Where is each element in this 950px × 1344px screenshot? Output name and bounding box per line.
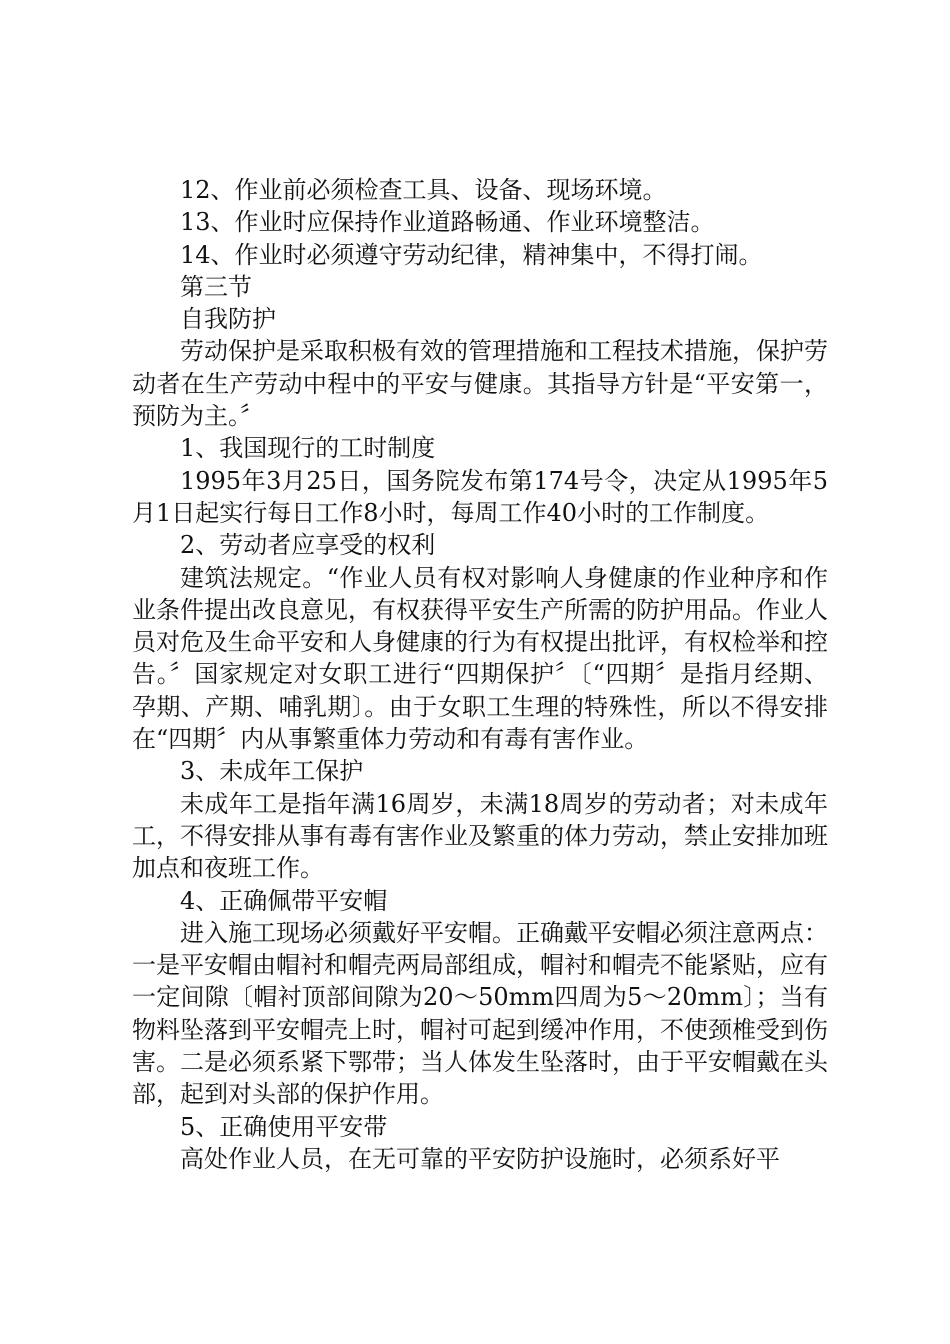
rule-13: 13、作业时应保持作业道路畅通、作业环境整洁。 <box>180 208 715 237</box>
section-title: 自我防护 <box>180 305 276 334</box>
item-3-heading: 3、未成年工保护 <box>180 757 364 786</box>
item-2-body: 建筑法规定。“作业人员有权对影响人身健康的作业种序和作业条件提出改良意见，有权获得平安生产所需的防护用品。作业人员对危及生命平安和人身健康的行为有权提出批评，有权检举和控告。〞国家规定对女职工进行“四期保护〞〔“四期〞是指月经期、孕期、产期、哺乳期〕。由于女职工生理的特殊性，所以不得安排在“四期〞内从事繁重体力劳动和有毒有害作业。 <box>132 563 828 754</box>
item-1-heading: 1、我国现行的工时制度 <box>180 434 436 463</box>
item-1-body: 1995年3月25日，国务院发布第174号令，决定从1995年5月1日起实行每日工作8小时，每周工作40小时的工作制度。 <box>132 466 828 527</box>
item-2-heading: 2、劳动者应享受的权利 <box>180 531 436 560</box>
item-5-heading: 5、正确使用平安带 <box>180 1112 388 1141</box>
section-number: 第三节 <box>180 272 252 301</box>
rule-14: 14、作业时必须遵守劳动纪律，精神集中，不得打闹。 <box>180 240 763 269</box>
rule-12: 12、作业前必须检查工具、设备、现场环境。 <box>180 176 667 204</box>
intro-paragraph: 劳动保护是采取积极有效的管理措施和工程技术措施，保护劳动者在生产劳动中程中的平安与健康。其指导方针是“平安第一，预防为主。〞 <box>132 337 828 431</box>
item-3-body: 未成年工是指年满16周岁，未满18周岁的劳动者；对未成年工，不得安排从事有毒有害作业及繁重的体力劳动，禁止安排加班加点和夜班工作。 <box>132 789 828 883</box>
item-4-heading: 4、正确佩带平安帽 <box>180 886 388 915</box>
document-page <box>132 174 828 1175</box>
item-4-body: 进入施工现场必须戴好平安帽。正确戴平安帽必须注意两点：一是平安帽由帽衬和帽壳两局部组成，帽衬和帽壳不能紧贴，应有一定间隙〔帽衬顶部间隙为20～50mm四周为5～20mm〕；当有物料坠落到平安帽壳上时，帽衬可起到缓冲作用，不使颈椎受到伤害。二是必须系紧下鄂带；当人体发生坠落时，由于平安帽戴在头部，起到对头部的保护作用。 <box>132 918 828 1109</box>
item-5-body: 高处作业人员，在无可靠的平安防护设施时，必须系好平 <box>180 1144 780 1173</box>
